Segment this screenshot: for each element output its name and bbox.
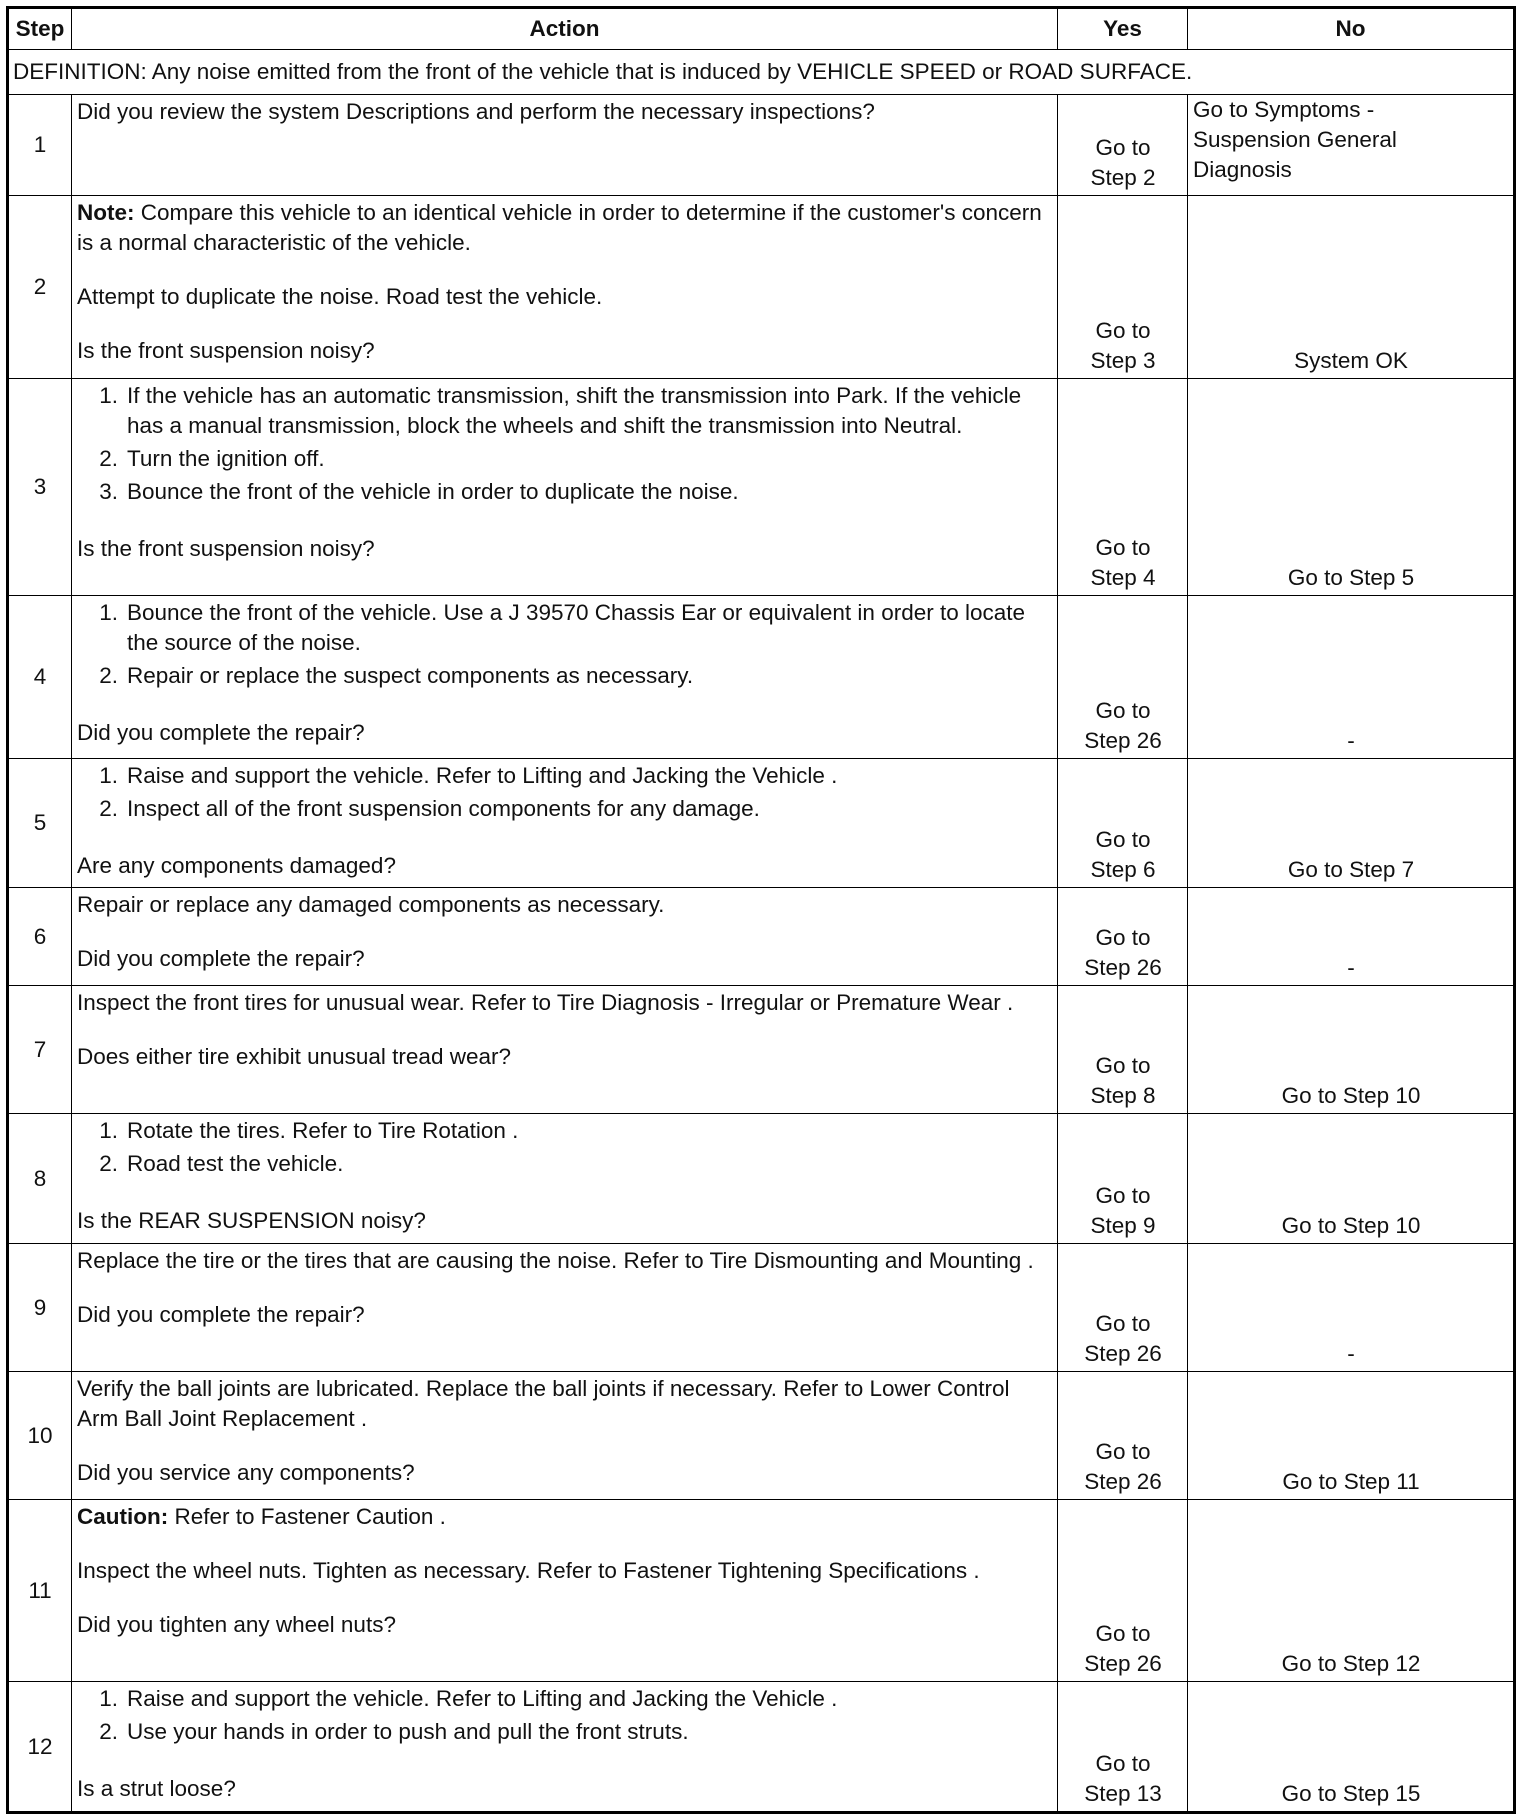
no-line: Go to Step 11 (1282, 1469, 1420, 1494)
action-cell (72, 1372, 1058, 1500)
table-row (8, 888, 1515, 986)
note-text: Refer to Fastener Caution . (168, 1504, 446, 1529)
instruction-list (77, 381, 1053, 507)
question-text: Does either tire exhibit unusual tread wear? (77, 1044, 511, 1069)
no-line: Go to Step 5 (1287, 565, 1415, 590)
no-cell (1188, 1372, 1515, 1500)
action-cell (72, 596, 1058, 759)
list-item (77, 1149, 1053, 1179)
action-cell (72, 95, 1058, 196)
yes-line: Go to (1095, 1053, 1151, 1078)
no-line: System OK (1294, 348, 1408, 373)
yes-line: Step 26 (1084, 1469, 1162, 1494)
yes-line: Go to (1095, 318, 1151, 343)
list-item-text: Turn the ignition off. (127, 446, 325, 471)
list-item-text: Inspect all of the front suspension components for any damage. (127, 796, 760, 821)
no-cell (1188, 1682, 1515, 1813)
instruction-list (77, 761, 1053, 824)
list-item-number: 3. (99, 479, 118, 504)
step-header: Step (8, 8, 72, 50)
list-item-number: 1. (99, 383, 118, 408)
no-line: - (1347, 728, 1355, 753)
list-item-text: Use your hands in order to push and pull the front struts. (127, 1719, 689, 1744)
yes-line: Step 26 (1084, 728, 1162, 753)
no-line: Go to Step 10 (1281, 1213, 1421, 1238)
no-cell (1188, 379, 1515, 596)
definition-text: DEFINITION: Any noise emitted from the front of the vehicle that is induced by VEHICLE SPEED or ROAD SURFACE. (8, 50, 1515, 95)
list-item (77, 477, 1053, 507)
yes-line: Step 26 (1084, 1341, 1162, 1366)
list-item (77, 381, 1053, 441)
spacer (77, 1018, 1053, 1042)
step-number: 8 (8, 1114, 72, 1244)
yes-header: Yes (1058, 8, 1188, 50)
no-cell (1188, 95, 1515, 196)
list-item-text: Raise and support the vehicle. Refer to Lifting and Jacking the Vehicle . (127, 1686, 838, 1711)
action-cell (72, 1244, 1058, 1372)
instruction-list (77, 1684, 1053, 1747)
no-cell (1188, 1114, 1515, 1244)
no-line: - (1347, 1341, 1355, 1366)
spacer (77, 694, 1053, 718)
list-item-text: If the vehicle has an automatic transmission, shift the transmission into Park. If the vehicle has a manual transmission, block the wheels and shift the transmission into Neutral. (127, 383, 1022, 438)
yes-line: Step 26 (1084, 1651, 1162, 1676)
no-line: Go to Symptoms - (1193, 97, 1375, 122)
table-row (8, 1682, 1515, 1813)
note-paragraph (77, 1502, 1053, 1532)
step-number: 10 (8, 1372, 72, 1500)
yes-cell (1058, 1500, 1188, 1682)
list-item-number: 2. (99, 1719, 118, 1744)
no-cell (1188, 888, 1515, 986)
table-row (8, 1500, 1515, 1682)
table-row (8, 196, 1515, 379)
diagnostic-table-container (6, 6, 1516, 1814)
list-item (77, 1116, 1053, 1146)
step-number: 12 (8, 1682, 72, 1813)
yes-line: Go to (1095, 1621, 1151, 1646)
list-item (77, 794, 1053, 824)
list-item-number: 2. (99, 796, 118, 821)
no-line: Go to Step 15 (1281, 1781, 1421, 1806)
yes-line: Step 3 (1090, 348, 1156, 373)
action-cell (72, 888, 1058, 986)
note-label: Caution: (77, 1504, 169, 1529)
diagnostic-table (6, 6, 1516, 1814)
step-number: 11 (8, 1500, 72, 1682)
question-text: Did you service any components? (77, 1460, 415, 1485)
yes-line: Go to (1095, 1751, 1151, 1776)
question-text: Did you tighten any wheel nuts? (77, 1612, 396, 1637)
step-number: 5 (8, 759, 72, 888)
list-item-number: 1. (99, 763, 118, 788)
no-header: No (1188, 8, 1515, 50)
list-item-number: 1. (99, 1686, 118, 1711)
spacer (77, 312, 1053, 336)
action-cell (72, 986, 1058, 1114)
step-number: 7 (8, 986, 72, 1114)
list-item-text: Raise and support the vehicle. Refer to Lifting and Jacking the Vehicle . (127, 763, 838, 788)
list-item-text: Rotate the tires. Refer to Tire Rotation . (127, 1118, 519, 1143)
note-label: Note: (77, 200, 135, 225)
definition-row (8, 50, 1515, 95)
yes-line: Go to (1095, 925, 1151, 950)
question-text: Did you review the system Descriptions and perform the necessary inspections? (77, 99, 875, 124)
list-item (77, 1717, 1053, 1747)
list-item-number: 2. (99, 1151, 118, 1176)
action-header: Action (72, 8, 1058, 50)
instruction-paragraph: Verify the ball joints are lubricated. Replace the ball joints if necessary. Refer to Lower Control Arm Ball Joint Replacement . (77, 1376, 1010, 1431)
step-number: 6 (8, 888, 72, 986)
question-text: Is a strut loose? (77, 1776, 236, 1801)
table-row (8, 1244, 1515, 1372)
action-cell (72, 1114, 1058, 1244)
action-cell (72, 1500, 1058, 1682)
header-row (8, 8, 1515, 50)
yes-cell (1058, 759, 1188, 888)
table-row (8, 1114, 1515, 1244)
spacer (77, 258, 1053, 282)
list-item-number: 1. (99, 600, 118, 625)
list-item-number: 2. (99, 446, 118, 471)
table-row (8, 95, 1515, 196)
action-cell (72, 1682, 1058, 1813)
question-text: Did you complete the repair? (77, 1302, 365, 1327)
spacer (77, 1182, 1053, 1206)
yes-cell (1058, 596, 1188, 759)
yes-cell (1058, 1114, 1188, 1244)
step-number: 1 (8, 95, 72, 196)
spacer (77, 1532, 1053, 1556)
yes-cell (1058, 1372, 1188, 1500)
list-item-text: Bounce the front of the vehicle. Use a J 39570 Chassis Ear or equivalent in order to locate the source of the noise. (127, 600, 1026, 655)
yes-cell (1058, 888, 1188, 986)
instruction-paragraph: Replace the tire or the tires that are causing the noise. Refer to Tire Dismounting and Mounting . (77, 1248, 1034, 1273)
no-line: Go to Step 10 (1281, 1083, 1421, 1108)
question-text: Is the front suspension noisy? (77, 338, 375, 363)
no-line: - (1347, 955, 1355, 980)
yes-line: Step 6 (1090, 857, 1156, 882)
spacer (77, 1434, 1053, 1458)
yes-line: Go to (1095, 827, 1151, 852)
yes-line: Go to (1095, 535, 1151, 560)
list-item-text: Repair or replace the suspect components as necessary. (127, 663, 694, 688)
table-row (8, 986, 1515, 1114)
yes-line: Step 2 (1090, 165, 1156, 190)
yes-line: Go to (1095, 698, 1151, 723)
instruction-paragraph: Inspect the wheel nuts. Tighten as necessary. Refer to Fastener Tightening Specifications . (77, 1558, 980, 1583)
yes-line: Step 8 (1090, 1083, 1156, 1108)
yes-line: Step 26 (1084, 955, 1162, 980)
no-cell (1188, 759, 1515, 888)
action-cell (72, 379, 1058, 596)
note-text: Compare this vehicle to an identical vehicle in order to determine if the customer's concern is a normal characteristic of the vehicle. (77, 200, 1042, 255)
table-row (8, 1372, 1515, 1500)
table-row (8, 379, 1515, 596)
note-paragraph (77, 198, 1053, 258)
yes-cell (1058, 196, 1188, 379)
list-item (77, 598, 1053, 658)
yes-line: Step 4 (1090, 565, 1156, 590)
yes-cell (1058, 379, 1188, 596)
list-item (77, 1684, 1053, 1714)
table-row (8, 759, 1515, 888)
no-line: Go to Step 7 (1287, 857, 1415, 882)
no-line: Diagnosis (1193, 157, 1292, 182)
spacer (77, 510, 1053, 534)
step-number: 2 (8, 196, 72, 379)
no-cell (1188, 1500, 1515, 1682)
list-item-number: 2. (99, 663, 118, 688)
instruction-list (77, 598, 1053, 691)
no-line: Go to Step 12 (1281, 1651, 1421, 1676)
yes-cell (1058, 986, 1188, 1114)
instruction-list (77, 1116, 1053, 1179)
list-item (77, 661, 1053, 691)
question-text: Did you complete the repair? (77, 720, 365, 745)
yes-cell (1058, 1244, 1188, 1372)
spacer (77, 827, 1053, 851)
step-number: 3 (8, 379, 72, 596)
list-item (77, 761, 1053, 791)
instruction-paragraph: Repair or replace any damaged components as necessary. (77, 892, 665, 917)
table-row (8, 596, 1515, 759)
action-cell (72, 196, 1058, 379)
spacer (77, 1750, 1053, 1774)
instruction-paragraph: Inspect the front tires for unusual wear. Refer to Tire Diagnosis - Irregular or Premature Wear . (77, 990, 1014, 1015)
question-text: Is the front suspension noisy? (77, 536, 375, 561)
yes-line: Go to (1095, 1311, 1151, 1336)
yes-line: Go to (1095, 1439, 1151, 1464)
step-number: 4 (8, 596, 72, 759)
yes-line: Go to (1095, 1183, 1151, 1208)
list-item (77, 444, 1053, 474)
yes-cell (1058, 1682, 1188, 1813)
yes-line: Step 13 (1084, 1781, 1162, 1806)
yes-line: Step 9 (1090, 1213, 1156, 1238)
step-number: 9 (8, 1244, 72, 1372)
spacer (77, 1276, 1053, 1300)
yes-cell (1058, 95, 1188, 196)
question-text: Is the REAR SUSPENSION noisy? (77, 1208, 426, 1233)
list-item-text: Bounce the front of the vehicle in order to duplicate the noise. (127, 479, 739, 504)
no-cell (1188, 1244, 1515, 1372)
spacer (77, 1586, 1053, 1610)
list-item-text: Road test the vehicle. (127, 1151, 344, 1176)
action-cell (72, 759, 1058, 888)
list-item-number: 1. (99, 1118, 118, 1143)
no-cell (1188, 196, 1515, 379)
question-text: Did you complete the repair? (77, 946, 365, 971)
no-cell (1188, 596, 1515, 759)
instruction-paragraph: Attempt to duplicate the noise. Road test the vehicle. (77, 284, 603, 309)
no-line: Suspension General (1193, 127, 1397, 152)
yes-line: Go to (1095, 135, 1151, 160)
spacer (77, 920, 1053, 944)
question-text: Are any components damaged? (77, 853, 396, 878)
no-cell (1188, 986, 1515, 1114)
